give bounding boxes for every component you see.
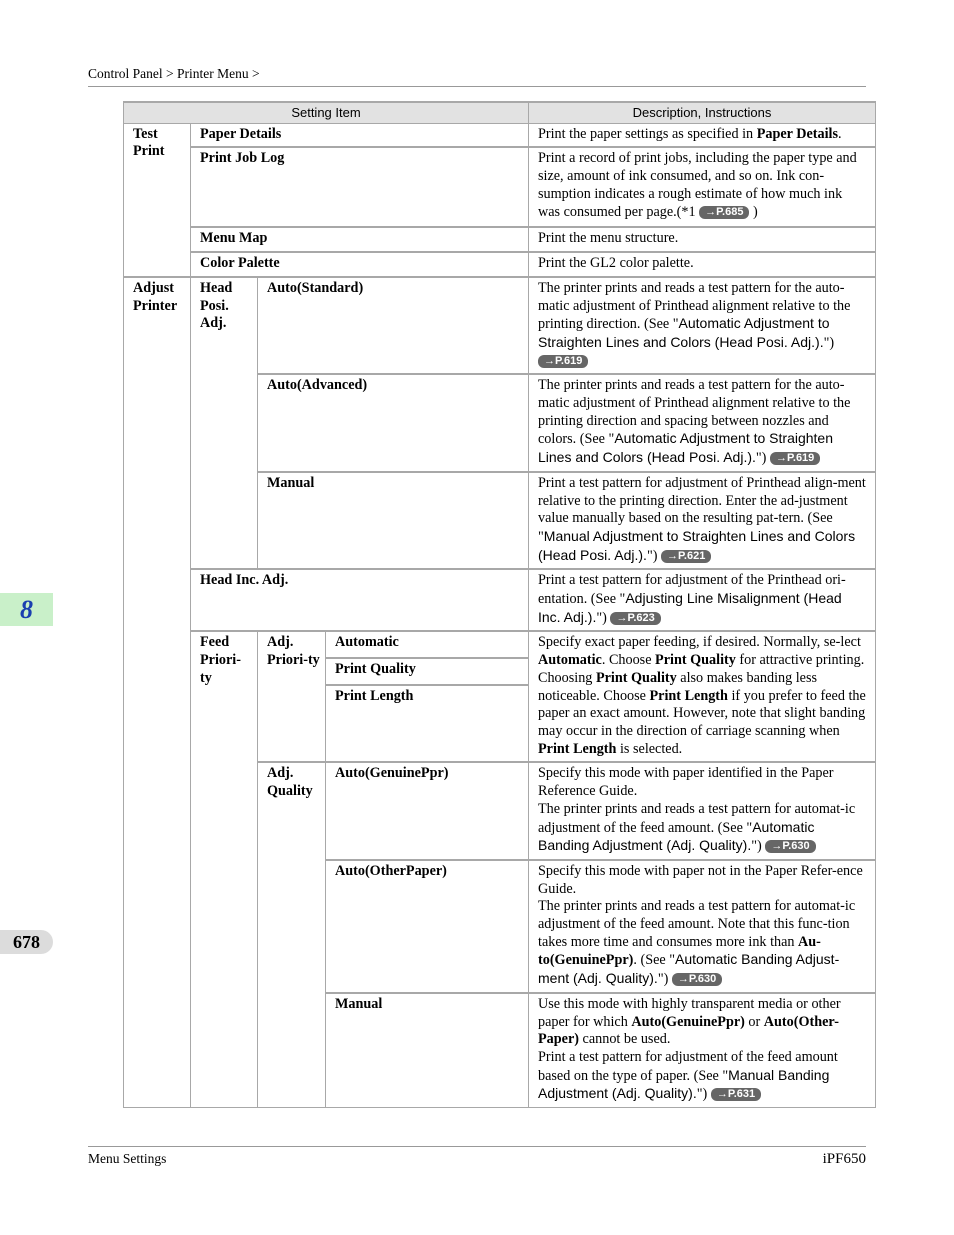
group-feed-priority: Feed Priori-ty bbox=[191, 631, 258, 1107]
link-text[interactable]: Adjusting Line Misalignment (Head Inc. Adj.). bbox=[538, 590, 842, 625]
desc-text: ") bbox=[823, 334, 835, 351]
group-adjust-printer: Adjust Printer bbox=[124, 277, 191, 1108]
desc-bold: Auto(Other-Paper) bbox=[538, 1013, 839, 1048]
desc-text: The printer prints and reads a test pattern for the auto-matic adjustment of Printhead alignment relative to the printing direction. (See " bbox=[538, 279, 851, 333]
desc-text: . bbox=[838, 125, 842, 142]
footer-model-name: iPF650 bbox=[822, 1151, 866, 1167]
desc-text: Print a record of print jobs, including the paper type and size, amount of ink consumed, and so on. Ink con-sumption indicates a rough estimate of how much ink was consumed per page.(*1 bbox=[538, 150, 857, 220]
desc-head-inc-adj bbox=[529, 569, 876, 631]
desc-print-job-log bbox=[529, 147, 876, 227]
item-print-length: Print Length bbox=[326, 685, 529, 762]
desc-bold: Auto(GenuinePpr) bbox=[631, 1013, 745, 1030]
item-print-job-log: Print Job Log bbox=[191, 147, 529, 227]
desc-text: or bbox=[744, 1013, 764, 1030]
printer-menu-table bbox=[123, 101, 876, 1108]
item-paper-details: Paper Details bbox=[191, 123, 529, 147]
desc-text: Use this mode with highly transparent media or other paper for which bbox=[538, 995, 841, 1030]
desc-auto-otherpaper bbox=[529, 860, 876, 993]
desc-text: ") bbox=[646, 547, 662, 564]
link-text[interactable]: Automatic Banding Adjust-ment (Adj. Quality). bbox=[538, 951, 840, 987]
item-adj-quality-manual: Manual bbox=[326, 993, 529, 1108]
table-row bbox=[124, 631, 876, 658]
desc-paper-details bbox=[529, 123, 876, 147]
link-text[interactable]: Manual Adjustment to Straighten Lines and Colors (Head Posi. Adj.). bbox=[538, 527, 856, 563]
link-text[interactable]: Automatic Adjustment to Straighten Lines and Colors (Head Posi. Adj.). bbox=[538, 430, 834, 466]
item-head-posi-manual: Manual bbox=[258, 472, 529, 570]
table-row bbox=[124, 147, 876, 227]
desc-text: ") bbox=[755, 450, 770, 467]
desc-auto-standard bbox=[529, 277, 876, 375]
table-row bbox=[124, 123, 876, 147]
desc-text: Print a test pattern for adjustment of the Printhead ori-entation. (See " bbox=[538, 572, 846, 608]
desc-bold: Print Quality bbox=[655, 652, 736, 669]
page-ref-link[interactable]: →P.630 bbox=[765, 840, 815, 853]
page-ref-link[interactable]: →P.619 bbox=[538, 355, 588, 368]
page-ref-link[interactable]: →P.623 bbox=[610, 612, 660, 625]
desc-text: ") bbox=[657, 971, 672, 988]
desc-text: Print a test pattern for adjustment of Printhead align-ment relative to the printing direction. Enter the ad-justment value manually based on the resulting pat-tern. (See " bbox=[538, 474, 866, 545]
desc-text: if you prefer to feed the paper an exact amount. However, note that slight banding may occur in the direction of carriage scanning when bbox=[538, 687, 866, 739]
item-auto-standard: Auto(Standard) bbox=[258, 277, 529, 375]
page-ref-link[interactable]: →P.631 bbox=[711, 1088, 761, 1101]
group-head-posi-adj: Head Posi. Adj. bbox=[191, 277, 258, 570]
group-adj-priority: Adj. Priori-ty bbox=[258, 631, 326, 762]
desc-text: . Choose bbox=[601, 652, 656, 669]
desc-color-palette: Print the GL2 color palette. bbox=[529, 252, 876, 277]
desc-text: Print the paper settings as specified in bbox=[538, 125, 757, 142]
desc-text: . (See " bbox=[633, 952, 676, 969]
desc-adj-priority bbox=[529, 631, 876, 762]
link-text[interactable]: Manual Banding Adjustment (Adj. Quality). bbox=[538, 1066, 830, 1102]
desc-text: ") bbox=[751, 838, 766, 855]
item-head-inc-adj: Head Inc. Adj. bbox=[191, 569, 529, 631]
item-automatic: Automatic bbox=[326, 631, 529, 658]
page-ref-link[interactable]: →P.621 bbox=[661, 550, 711, 563]
item-auto-otherpaper: Auto(OtherPaper) bbox=[326, 860, 529, 993]
desc-text: cannot be used. bbox=[578, 1031, 671, 1048]
item-auto-genuineppr: Auto(GenuinePpr) bbox=[326, 762, 529, 860]
item-auto-advanced: Auto(Advanced) bbox=[258, 374, 529, 472]
page-footer bbox=[88, 1146, 866, 1168]
desc-text: Specify this mode with paper identified in the Paper Reference Guide. bbox=[538, 765, 834, 800]
chapter-tab[interactable]: 8 bbox=[0, 593, 53, 626]
desc-menu-map: Print the menu structure. bbox=[529, 227, 876, 252]
desc-bold: Automatic bbox=[538, 652, 602, 669]
table-row bbox=[124, 252, 876, 277]
desc-bold: Print Length bbox=[538, 740, 617, 757]
link-text[interactable]: Automatic Adjustment to Straighten Lines and Colors (Head Posi. Adj.). bbox=[538, 315, 830, 350]
desc-bold: Print Quality bbox=[595, 669, 677, 686]
table-row bbox=[124, 277, 876, 375]
column-header-setting: Setting Item bbox=[124, 102, 529, 123]
link-text[interactable]: Automatic Banding Adjustment (Adj. Quality). bbox=[538, 818, 815, 854]
desc-text: is selected. bbox=[616, 740, 683, 757]
item-color-palette: Color Palette bbox=[191, 252, 529, 277]
column-header-description: Description, Instructions bbox=[529, 102, 876, 123]
desc-bold: Au-to(GenuinePpr) bbox=[538, 933, 821, 969]
desc-text: ") bbox=[696, 1086, 711, 1103]
group-adj-quality: Adj. Quality bbox=[258, 762, 326, 1107]
page-number: 678 bbox=[0, 930, 53, 954]
desc-text: Print a test pattern for adjustment of the feed amount based on the type of paper. (See " bbox=[538, 1048, 838, 1084]
page-ref-link[interactable]: →P.630 bbox=[672, 973, 722, 986]
group-test-print: Test Print bbox=[124, 123, 191, 277]
footer-section-title: Menu Settings bbox=[88, 1151, 167, 1166]
item-menu-map: Menu Map bbox=[191, 227, 529, 252]
table-header-row bbox=[124, 102, 876, 123]
desc-text: ") bbox=[596, 609, 611, 626]
desc-bold: Print Length bbox=[649, 687, 728, 704]
desc-text: The printer prints and reads a test pattern for automat-ic adjustment of the feed amount. (See " bbox=[538, 800, 856, 836]
desc-text: The printer prints and reads a test pattern for automat-ic adjustment of the feed amount. Note that this func-tion takes more time and consumes more ink than bbox=[538, 898, 856, 950]
desc-text: Specify this mode with paper not in the Paper Refer-ence Guide. bbox=[538, 862, 863, 897]
desc-text: The printer prints and reads a test pattern for the auto-matic adjustment of Printhead alignment relative to the printing direction and spacing between nozzles and colors. (See " bbox=[538, 377, 851, 448]
desc-text: also makes banding less noticeable. Choose bbox=[538, 669, 818, 704]
desc-head-posi-manual bbox=[529, 472, 876, 570]
desc-auto-advanced bbox=[529, 374, 876, 472]
table-row bbox=[124, 227, 876, 252]
desc-text: Specify exact paper feeding, if desired. Normally, se-lect bbox=[538, 634, 861, 651]
desc-bold: Paper Details bbox=[756, 125, 838, 142]
breadcrumb: Control Panel > Printer Menu > bbox=[88, 66, 866, 87]
page-ref-link[interactable]: →P.685 bbox=[699, 206, 749, 219]
desc-auto-genuineppr bbox=[529, 762, 876, 860]
page-ref-link[interactable]: →P.619 bbox=[770, 452, 820, 465]
desc-text: for attractive printing. Choosing bbox=[538, 652, 865, 686]
desc-adj-quality-manual bbox=[529, 993, 876, 1108]
table-row bbox=[124, 569, 876, 631]
item-print-quality: Print Quality bbox=[326, 658, 529, 685]
desc-text: ) bbox=[749, 203, 758, 220]
